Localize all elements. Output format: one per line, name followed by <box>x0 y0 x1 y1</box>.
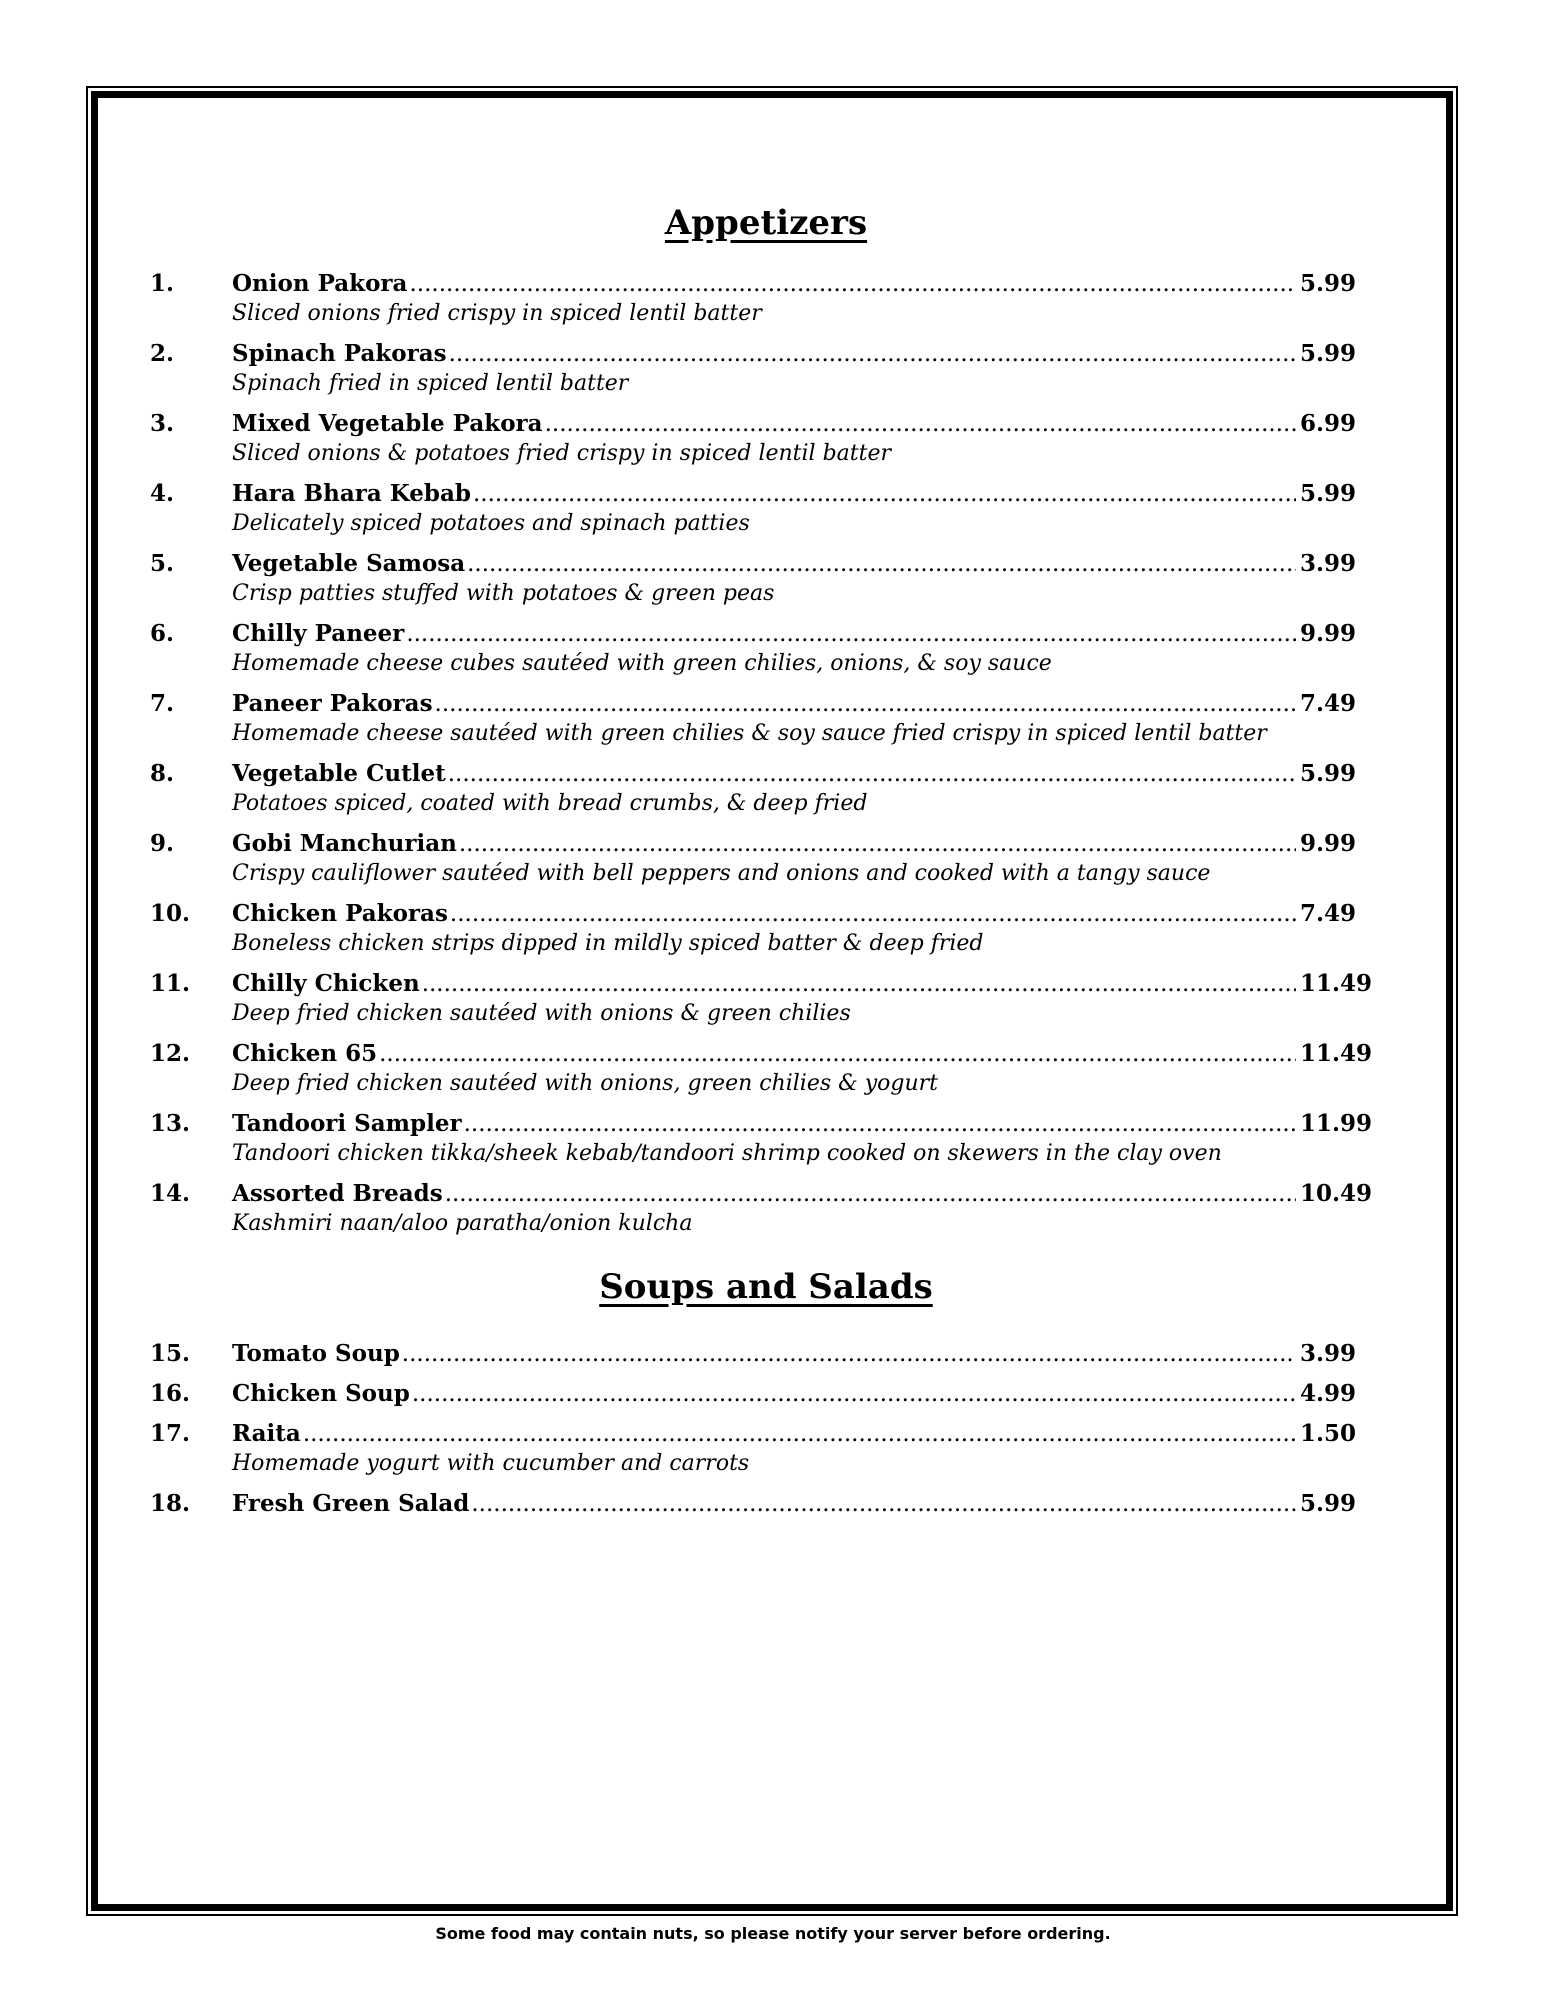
item-description: Potatoes spiced, coated with bread crumbs, & deep fried <box>232 791 868 816</box>
item-number: 18. <box>150 1490 191 1517</box>
menu-item-row <box>150 898 1382 930</box>
item-description: Sliced onions fried crispy in spiced lentil batter <box>232 301 762 326</box>
item-name: Vegetable Samosa <box>232 550 466 577</box>
item-price: 7.49 <box>1300 690 1357 717</box>
dot-leader <box>409 268 1296 300</box>
item-name: Chicken Soup <box>232 1380 410 1407</box>
menu-item-row <box>150 1038 1382 1070</box>
dot-leader <box>406 618 1296 650</box>
menu-item-row <box>150 758 1382 790</box>
item-number: 6. <box>150 620 175 647</box>
item-number: 13. <box>150 1110 191 1137</box>
menu-item <box>150 898 1382 958</box>
dot-leader <box>448 758 1296 790</box>
dot-leader <box>471 1488 1296 1520</box>
item-name: Raita <box>232 1420 301 1447</box>
item-price: 5.99 <box>1300 270 1357 297</box>
menu-item <box>150 758 1382 818</box>
item-name: Onion Pakora <box>232 270 408 297</box>
item-name: Mixed Vegetable Pakora <box>232 410 543 437</box>
menu-item <box>150 338 1382 398</box>
item-description: Boneless chicken strips dipped in mildly spiced batter & deep fried <box>232 931 984 956</box>
item-name: Fresh Green Salad <box>232 1490 470 1517</box>
item-price: 11.49 <box>1300 970 1373 997</box>
item-price: 3.99 <box>1300 550 1357 577</box>
dot-leader <box>445 1178 1296 1210</box>
menu-item <box>150 1378 1382 1410</box>
item-number: 17. <box>150 1420 191 1447</box>
menu-item-row <box>150 1488 1382 1520</box>
item-number: 4. <box>150 480 175 507</box>
item-price: 9.99 <box>1300 620 1357 647</box>
menu-item <box>150 548 1382 608</box>
menu-item-row <box>150 1378 1382 1410</box>
menu-item <box>150 1108 1382 1168</box>
item-name: Paneer Pakoras <box>232 690 433 717</box>
item-number: 1. <box>150 270 175 297</box>
menu-item-row <box>150 1418 1382 1450</box>
item-number: 2. <box>150 340 175 367</box>
item-price: 4.99 <box>1300 1380 1357 1407</box>
item-name: Spinach Pakoras <box>232 340 447 367</box>
item-number: 5. <box>150 550 175 577</box>
item-description: Spinach fried in spiced lentil batter <box>232 371 629 396</box>
item-price: 10.49 <box>1300 1180 1373 1207</box>
dot-leader <box>412 1378 1296 1410</box>
allergy-notice: Some food may contain nuts, so please notify your server before ordering. <box>435 1924 1111 1943</box>
item-number: 7. <box>150 690 175 717</box>
item-name: Assorted Breads <box>232 1180 443 1207</box>
menu-item <box>150 1038 1382 1098</box>
item-description: Kashmiri naan/aloo paratha/onion kulcha <box>232 1211 693 1236</box>
item-number: 3. <box>150 410 175 437</box>
item-price: 5.99 <box>1300 1490 1357 1517</box>
dot-leader <box>422 968 1296 1000</box>
dot-leader <box>473 478 1296 510</box>
item-number: 9. <box>150 830 175 857</box>
item-number: 15. <box>150 1340 191 1367</box>
menu-item-row <box>150 548 1382 580</box>
item-name: Chilly Chicken <box>232 970 420 997</box>
section-title-soups-and-salads: Soups and Salads <box>599 1267 933 1307</box>
item-description: Delicately spiced potatoes and spinach patties <box>232 511 750 536</box>
item-description: Deep fried chicken sautéed with onions & green chilies <box>232 1001 851 1026</box>
menu-item-row <box>150 828 1382 860</box>
soups-salads-list <box>150 1338 1382 1520</box>
item-name: Tomato Soup <box>232 1340 400 1367</box>
dot-leader <box>464 1108 1296 1140</box>
menu-item-row <box>150 1108 1382 1140</box>
menu-item-row <box>150 408 1382 440</box>
dot-leader <box>379 1038 1296 1070</box>
item-name: Gobi Manchurian <box>232 830 457 857</box>
item-number: 10. <box>150 900 191 927</box>
menu-item-row <box>150 338 1382 370</box>
dot-leader <box>450 898 1296 930</box>
menu-item-row <box>150 1338 1382 1370</box>
menu-item <box>150 688 1382 748</box>
menu-item <box>150 968 1382 1028</box>
dot-leader <box>449 338 1296 370</box>
menu-item <box>150 618 1382 678</box>
item-name: Tandoori Sampler <box>232 1110 462 1137</box>
dot-leader <box>435 688 1296 720</box>
item-name: Chicken Pakoras <box>232 900 448 927</box>
menu-content <box>150 196 1382 1528</box>
dot-leader <box>545 408 1296 440</box>
item-price: 5.99 <box>1300 480 1357 507</box>
item-description: Homemade cheese cubes sautéed with green chilies, onions, & soy sauce <box>232 651 1052 676</box>
item-description: Deep fried chicken sautéed with onions, green chilies & yogurt <box>232 1071 939 1096</box>
menu-item <box>150 1338 1382 1370</box>
item-number: 12. <box>150 1040 191 1067</box>
menu-item <box>150 268 1382 328</box>
menu-item <box>150 478 1382 538</box>
item-description: Tandoori chicken tikka/sheek kebab/tandoori shrimp cooked on skewers in the clay oven <box>232 1141 1222 1166</box>
dot-leader <box>303 1418 1296 1450</box>
item-price: 11.99 <box>1300 1110 1373 1137</box>
item-name: Hara Bhara Kebab <box>232 480 471 507</box>
menu-item-row <box>150 968 1382 1000</box>
menu-item <box>150 408 1382 468</box>
item-price: 11.49 <box>1300 1040 1373 1067</box>
item-name: Chicken 65 <box>232 1040 378 1067</box>
menu-item-row <box>150 478 1382 510</box>
item-name: Chilly Paneer <box>232 620 405 647</box>
item-number: 14. <box>150 1180 191 1207</box>
menu-item <box>150 1418 1382 1478</box>
item-description: Homemade cheese sautéed with green chilies & soy sauce fried crispy in spiced lentil batter <box>232 721 1267 746</box>
menu-item <box>150 828 1382 888</box>
item-price: 7.49 <box>1300 900 1357 927</box>
dot-leader <box>402 1338 1296 1370</box>
item-price: 1.50 <box>1300 1420 1357 1447</box>
item-price: 5.99 <box>1300 760 1357 787</box>
item-description: Homemade yogurt with cucumber and carrots <box>232 1451 750 1476</box>
item-description: Crispy cauliflower sautéed with bell peppers and onions and cooked with a tangy sauce <box>232 861 1211 886</box>
menu-item <box>150 1178 1382 1238</box>
menu-item-row <box>150 688 1382 720</box>
item-number: 16. <box>150 1380 191 1407</box>
item-description: Sliced onions & potatoes fried crispy in spiced lentil batter <box>232 441 891 466</box>
menu-item-row <box>150 268 1382 300</box>
menu-item-row <box>150 618 1382 650</box>
item-name: Vegetable Cutlet <box>232 760 446 787</box>
item-price: 6.99 <box>1300 410 1357 437</box>
item-number: 8. <box>150 760 175 787</box>
dot-leader <box>467 548 1296 580</box>
section-title-appetizers: Appetizers <box>664 203 868 243</box>
item-description: Crisp patties stuffed with potatoes & green peas <box>232 581 775 606</box>
item-price: 5.99 <box>1300 340 1357 367</box>
item-price: 9.99 <box>1300 830 1357 857</box>
menu-item-row <box>150 1178 1382 1210</box>
dot-leader <box>459 828 1296 860</box>
menu-item <box>150 1488 1382 1520</box>
item-price: 3.99 <box>1300 1340 1357 1367</box>
item-number: 11. <box>150 970 191 997</box>
appetizers-list <box>150 268 1382 1238</box>
